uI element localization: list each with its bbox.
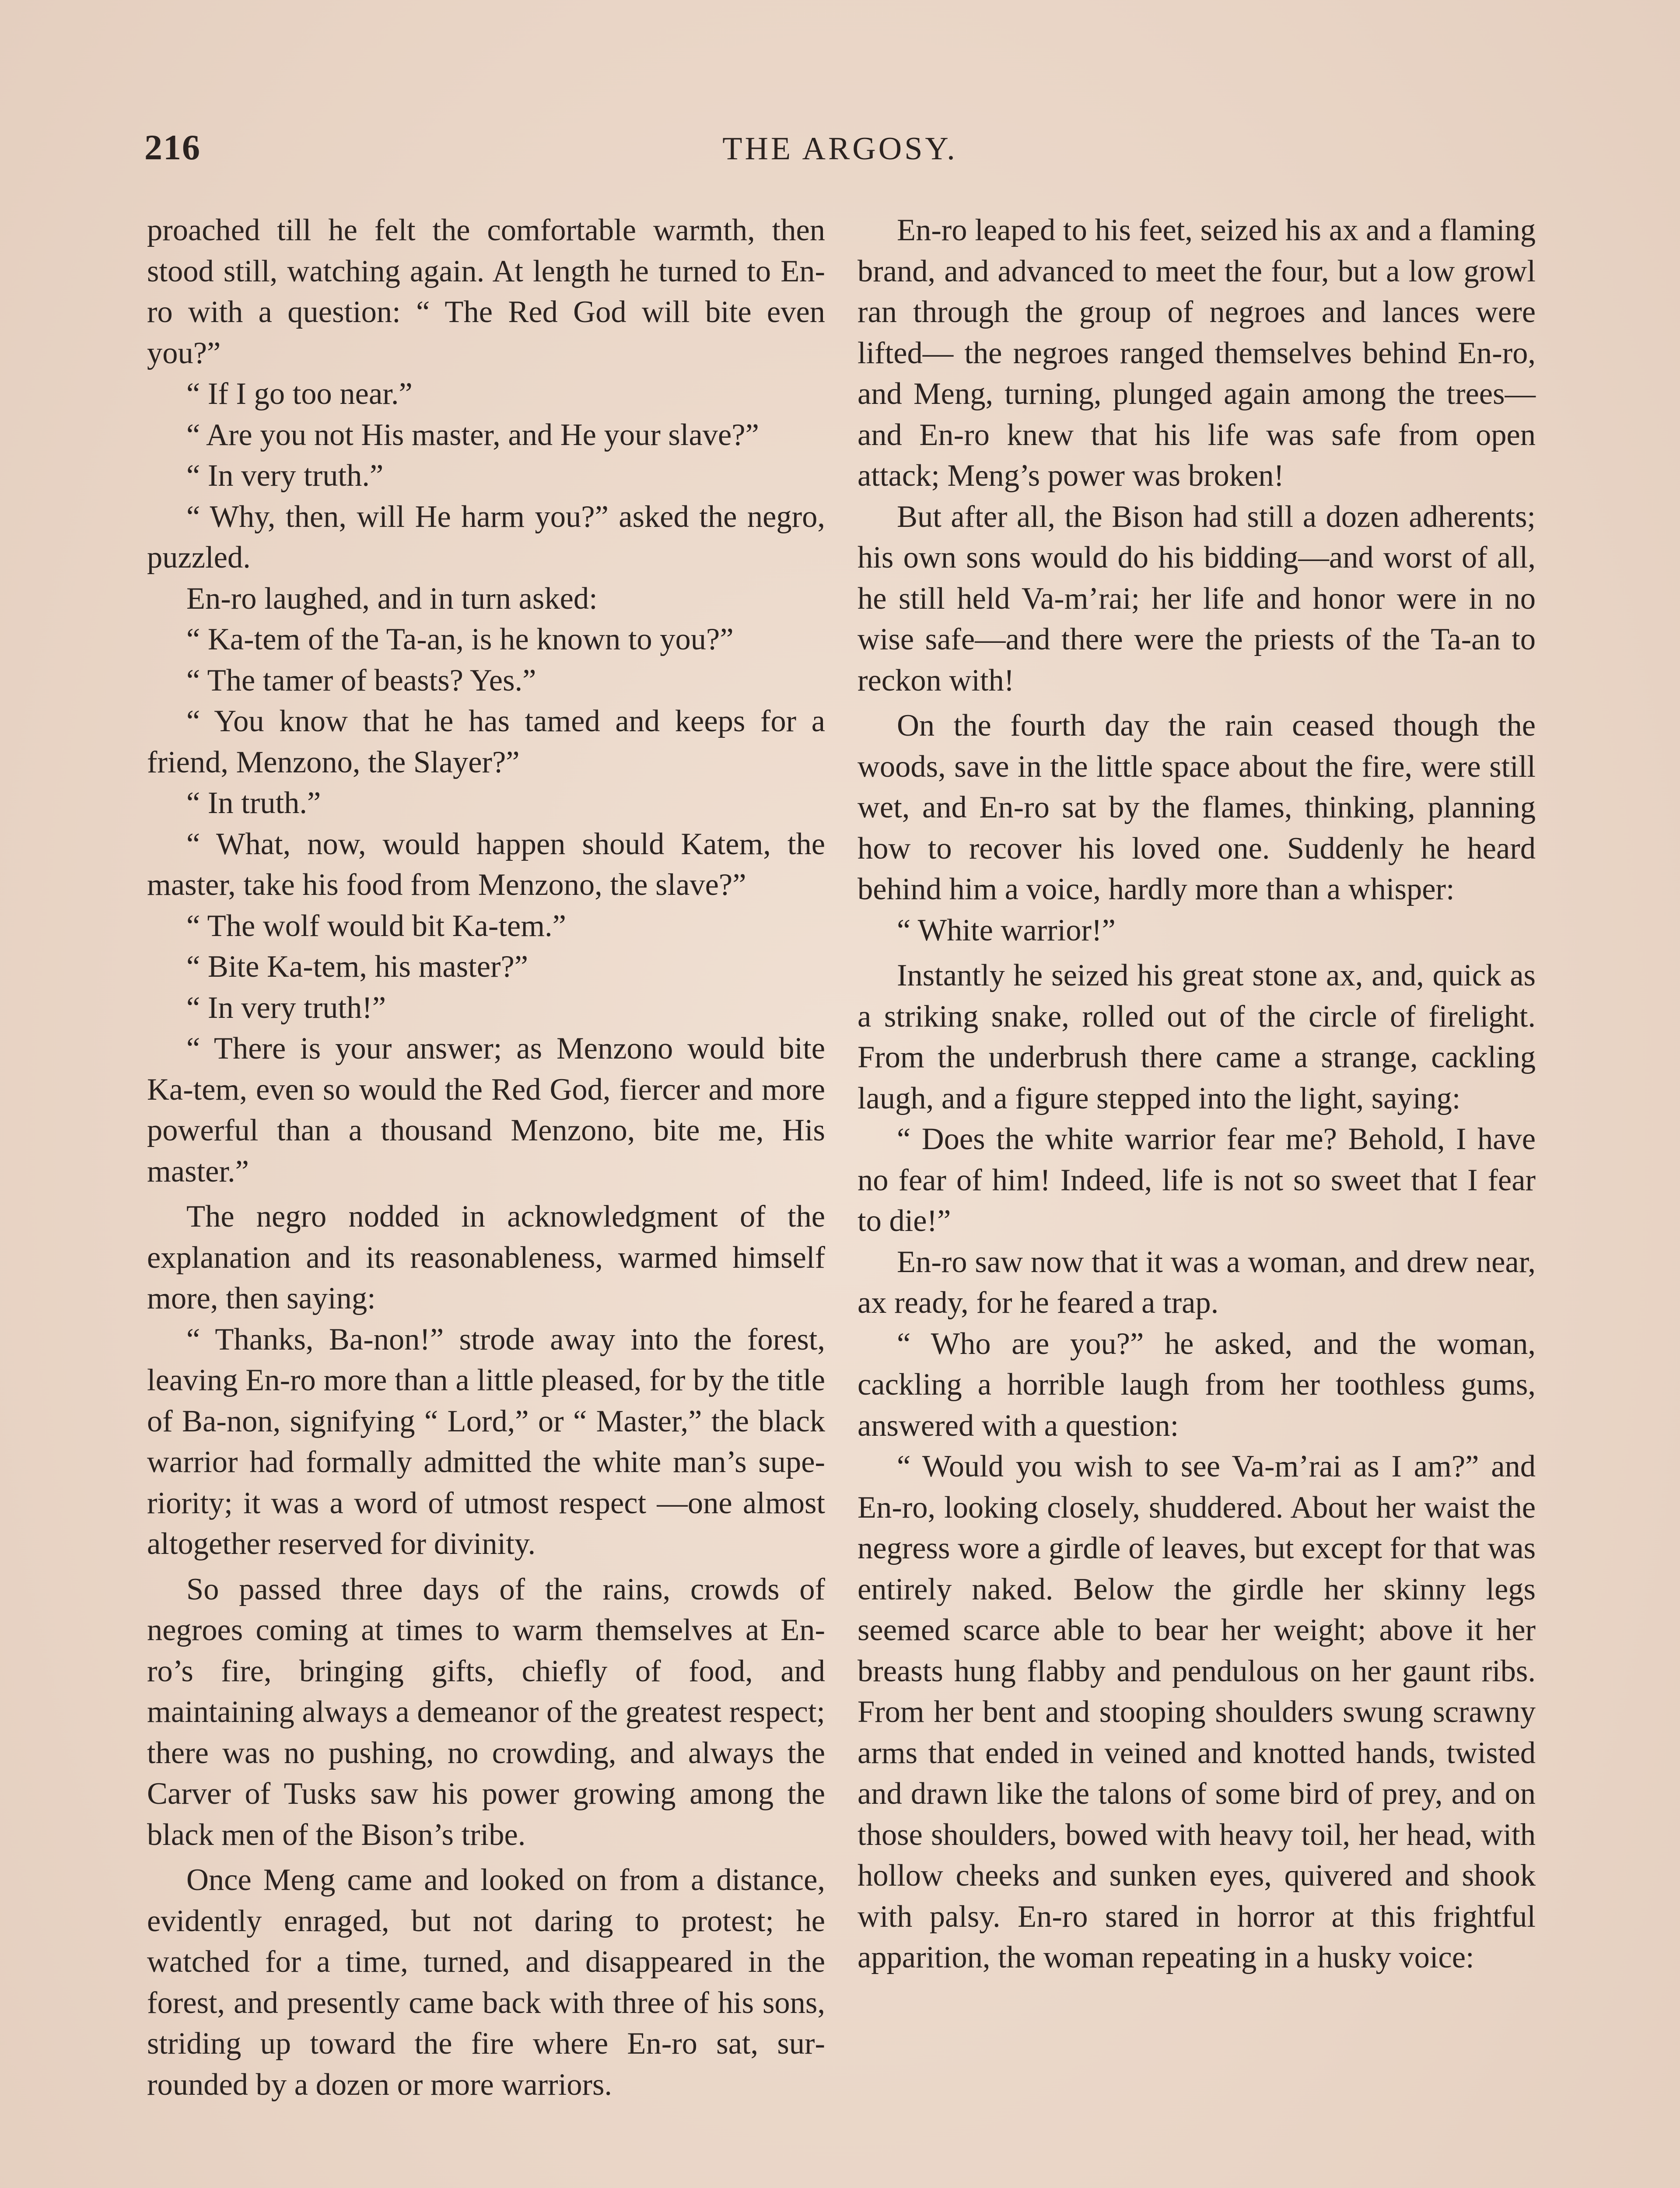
paragraph: “ Ka-tem of the Ta-an, is he known to you?” xyxy=(186,622,734,656)
paragraph: So passed three days of the rains, crowds of negroes coming at times to warm themselves at En-ro’s fire, bringing gifts, chiefly of food, and maintaining always a demeanor of the greatest respect; there was no pushing, no crowding, and always the Carver of Tusks saw his power growing among the black men of the Bison’s tribe. xyxy=(147,1572,825,1852)
paragraph: En-ro leaped to his feet, seized his ax and a flaming brand, and advanced to meet the four, but a low growl ran through the group of negroes and lances were lifted— the negroes ranged themselves behind En-ro, and Meng, turning, plunged again among the trees—and En-ro knew that his life was safe from open attack; Meng’s power was broken! xyxy=(858,213,1536,493)
paragraph: “ In truth.” xyxy=(186,786,321,820)
paragraph: On the fourth day the rain ceased though the woods, save in the little space about the fire, were still wet, and En-ro sat by the flames, thinking, planning how to recover his loved one. Suddenly he heard behind him a voice, hardly more than a whisper: xyxy=(858,708,1536,906)
paragraph: “ Bite Ka-tem, his master?” xyxy=(186,950,528,984)
paragraph: “ The wolf would bit Ka-tem.” xyxy=(186,908,566,943)
left-column xyxy=(147,210,825,2105)
paragraph: “ If I go too near.” xyxy=(186,377,413,411)
running-title: THE ARGOSY. xyxy=(722,131,958,167)
paragraph: “ Would you wish to see Va-m’rai as I am?” and En-ro, looking closely, shuddered. About her waist the negress wore a girdle of leaves, but except for that was entirely naked. Below the girdle her skinny legs seemed scarce able to bear her weight; above it her breasts hung flabby and pendulous on her gaunt ribs. From her bent and stooping shoulders swung scrawny arms that ended in veined and knotted hands, twisted and drawn like the talons of some bird of prey, and on those shoulders, bowed with heavy toil, her head, with hollow cheeks and sunken eyes, quivered and shook with palsy. En-ro stared in horror at this frightful apparition, the woman repeating in a husky voice: xyxy=(858,1449,1536,1974)
paragraph: Instantly he seized his great stone ax, and, quick as a striking snake, rolled out of the circle of firelight. From the underbrush there came a strange, cackling laugh, and a figure stepped into the light, saying: xyxy=(858,958,1536,1115)
paragraph: “ You know that he has tamed and keeps for a friend, Menzono, the Slayer?” xyxy=(147,704,825,779)
paragraph: En-ro saw now that it was a woman, and drew near, ax ready, for he feared a trap. xyxy=(858,1245,1536,1320)
paragraph: “ Are you not His master, and He your slave?” xyxy=(186,417,759,452)
paragraph: proached till he felt the comfortable warmth, then stood still, watching again. At length he turned to En-ro with a question: “ The Red God will bite even you?” xyxy=(147,213,825,370)
right-column xyxy=(858,210,1536,1978)
page-number: 216 xyxy=(144,127,201,167)
paragraph: “ Does the white warrior fear me? Behold, I have no fear of him! Indeed, life is not so sweet that I fear to die!” xyxy=(858,1122,1536,1238)
paragraph: But after all, the Bison had still a dozen adherents; his own sons would do his bidding—and worst of all, he still held Va-m’rai; her life and honor were in no wise safe—and there were the priests of the Ta-an to reckon with! xyxy=(858,499,1536,698)
paragraph: “ White warrior!” xyxy=(897,913,1116,947)
paragraph: “ Thanks, Ba-non!” strode away into the forest, leaving En-ro more than a little pleased, for by the title of Ba-non, signifying “ Lord,” or “ Master,” the black warrior had formally admitted the white man’s superiority; it was a word of utmost respect —one almost altogether reserved for divinity. xyxy=(147,1322,825,1561)
paragraph: Once Meng came and looked on from a distance, evidently enraged, but not daring to protest; he watched for a time, turned, and disappeared in the forest, and presently came back with three of his sons, striding up toward the fire where En-ro sat, surrounded by a dozen or more warriors. xyxy=(147,1863,825,2102)
paragraph: “ There is your answer; as Menzono would bite Ka-tem, even so would the Red God, fiercer and more powerful than a thousand Menzono, bite me, His master.” xyxy=(147,1031,825,1189)
paragraph: “ What, now, would happen should Katem, the master, take his food from Menzono, the slave?” xyxy=(147,827,825,902)
paragraph: “ Who are you?” he asked, and the woman, cackling a horrible laugh from her toothless gums, answered with a question: xyxy=(858,1326,1536,1443)
paragraph: En-ro laughed, and in turn asked: xyxy=(186,581,598,616)
paragraph: “ The tamer of beasts? Yes.” xyxy=(186,663,536,698)
paragraph: The negro nodded in acknowledgment of the explanation and its reasonableness, warmed himself more, then saying: xyxy=(147,1199,825,1315)
paragraph: “ In very truth.” xyxy=(186,459,384,493)
paragraph: “ Why, then, will He harm you?” asked the negro, puzzled. xyxy=(147,499,825,575)
paragraph: “ In very truth!” xyxy=(186,990,386,1025)
page-header xyxy=(144,127,1536,175)
